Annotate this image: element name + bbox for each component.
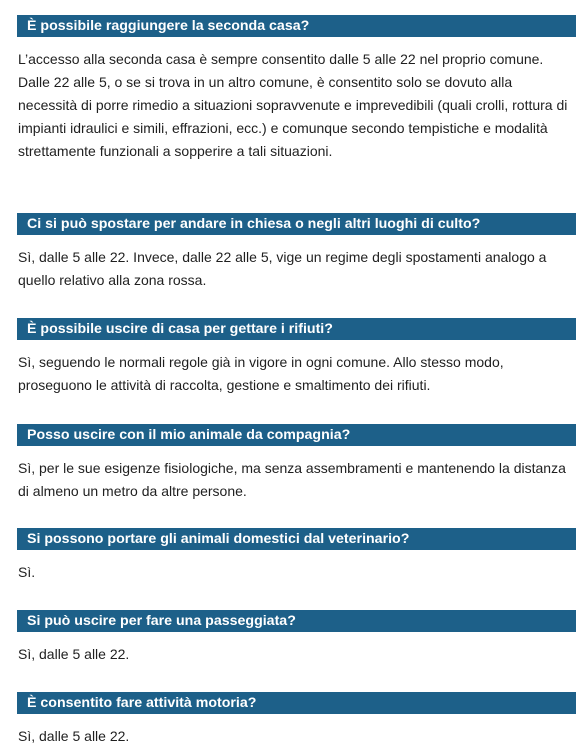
faq-question[interactable]: È consentito fare attività motoria?: [17, 692, 576, 714]
faq-question[interactable]: È possibile uscire di casa per gettare i rifiuti?: [17, 318, 576, 340]
faq-item: [17, 213, 576, 292]
faq-question[interactable]: Posso uscire con il mio animale da compagnia?: [17, 424, 576, 446]
faq-answer: Sì, seguendo le normali regole già in vigore in ogni comune. Allo stesso modo, proseguono le attività di raccolta, gestione e smaltimento dei rifiuti.: [18, 354, 504, 393]
faq-answer: Sì, per le sue esigenze fisiologiche, ma senza assembramenti e mantenendo la distanza di almeno un metro da altre persone.: [18, 460, 566, 499]
faq-question[interactable]: Si può uscire per fare una passeggiata?: [17, 610, 576, 632]
faq-item: [17, 424, 576, 503]
faq-answer: Sì, dalle 5 alle 22.: [18, 646, 130, 662]
faq-answer: Sì, dalle 5 alle 22.: [18, 728, 130, 744]
faq-answer: Sì.: [18, 564, 36, 580]
faq-item: [17, 528, 576, 584]
faq-item: [17, 610, 576, 666]
faq-item: [17, 318, 576, 397]
faq-question[interactable]: Si possono portare gli animali domestici dal veterinario?: [17, 528, 576, 550]
faq-question[interactable]: Ci si può spostare per andare in chiesa o negli altri luoghi di culto?: [17, 213, 576, 235]
faq-answer: L’accesso alla seconda casa è sempre consentito dalle 5 alle 22 nel proprio comune. Dalle 22 alle 5, o se si trova in un altro comune, è consentito solo se dovuto alla necessità di porre rimedio a situazioni sopravvenute e imprevedibili (quali crolli, rottura di impianti idraulici e simili, effrazioni, ecc.) e comunque secondo tempistiche e modalità strettamente funzionali a sopperire a tali situazioni.: [18, 51, 568, 159]
faq-item: [17, 15, 576, 163]
faq-question[interactable]: È possibile raggiungere la seconda casa?: [17, 15, 576, 37]
faq-answer: Sì, dalle 5 alle 22. Invece, dalle 22 alle 5, vige un regime degli spostamenti analogo a quello relativo alla zona rossa.: [18, 249, 547, 288]
faq-item: [17, 692, 576, 748]
